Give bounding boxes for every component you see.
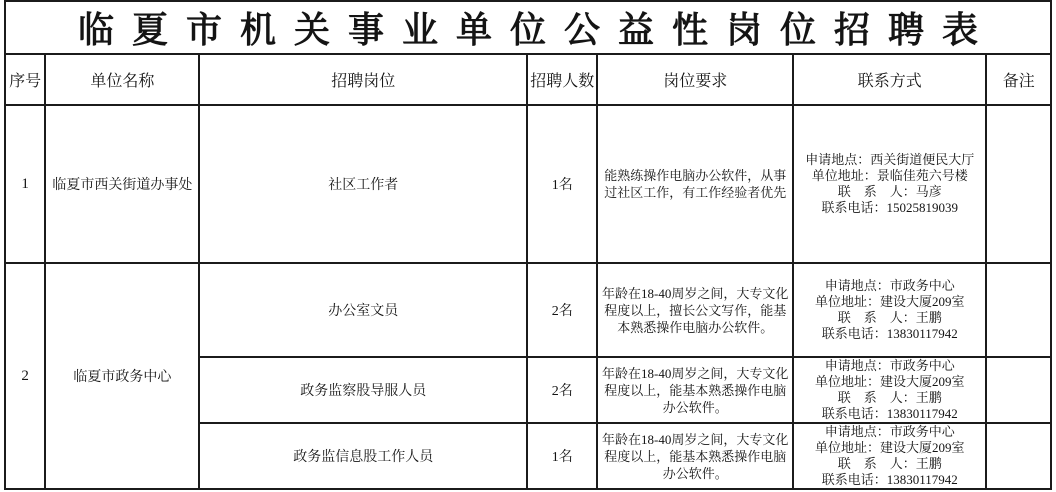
contact-line: 联 系 人：王鹏 — [837, 456, 942, 471]
column-header-note: 备注 — [986, 54, 1051, 105]
cell-serial: 2 — [5, 263, 45, 489]
contact-line: 联 系 人：马彦 — [837, 184, 942, 199]
cell-headcount: 2名 — [527, 357, 598, 423]
column-header-serial: 序号 — [5, 54, 45, 105]
cell-requirements: 能熟练操作电脑办公软件，从事过社区工作，有工作经验者优先 — [597, 105, 792, 263]
column-header-unit: 单位名称 — [45, 54, 199, 105]
contact-line: 单位地址：建设大厦209室 — [814, 440, 965, 455]
cell-requirements: 年龄在18-40周岁之间，大专文化程度以上，能基本熟悉操作电脑办公软件。 — [597, 357, 792, 423]
cell-contact — [793, 263, 986, 357]
contact-line: 联系电话：13830117942 — [821, 472, 958, 487]
table-header-row — [5, 54, 1051, 105]
cell-unit-name: 临夏市西关街道办事处 — [45, 105, 199, 263]
column-header-position: 招聘岗位 — [199, 54, 526, 105]
recruitment-table — [4, 0, 1052, 490]
column-header-headcount: 招聘人数 — [527, 54, 598, 105]
cell-headcount: 1名 — [527, 105, 598, 263]
cell-unit-name: 临夏市政务中心 — [45, 263, 199, 489]
contact-line: 联系电话：13830117942 — [821, 326, 958, 341]
cell-requirements: 年龄在18-40周岁之间，大专文化程度以上，能基本熟悉操作电脑办公软件。 — [597, 423, 792, 489]
cell-contact — [793, 357, 986, 423]
cell-contact — [793, 423, 986, 489]
page-title: 临夏市机关事业单位公益性岗位招聘表 — [5, 1, 1051, 54]
cell-position: 办公室文员 — [199, 263, 526, 357]
column-header-requirements: 岗位要求 — [597, 54, 792, 105]
contact-line: 申请地点：市政务中心 — [824, 424, 955, 439]
table-row — [5, 263, 1051, 357]
contact-line: 联系电话：13830117942 — [821, 406, 958, 421]
contact-line: 单位地址：建设大厦209室 — [814, 294, 965, 309]
contact-line: 联 系 人：王鹏 — [837, 390, 942, 405]
cell-serial: 1 — [5, 105, 45, 263]
contact-line: 单位地址：建设大厦209室 — [814, 374, 965, 389]
cell-note — [986, 423, 1051, 489]
cell-position: 社区工作者 — [199, 105, 526, 263]
contact-line: 申请地点：市政务中心 — [824, 278, 955, 293]
cell-position: 政务监信息股工作人员 — [199, 423, 526, 489]
cell-note — [986, 263, 1051, 357]
cell-headcount: 2名 — [527, 263, 598, 357]
contact-line: 单位地址：景临佳苑六号楼 — [811, 168, 968, 183]
contact-line: 申请地点：西关街道便民大厅 — [805, 152, 975, 167]
cell-contact — [793, 105, 986, 263]
cell-note — [986, 105, 1051, 263]
cell-position: 政务监察股导服人员 — [199, 357, 526, 423]
table-row — [5, 105, 1051, 263]
contact-line: 联 系 人：王鹏 — [837, 310, 942, 325]
table-title-row — [5, 1, 1051, 54]
contact-line: 联系电话：15025819039 — [821, 200, 958, 215]
cell-headcount: 1名 — [527, 423, 598, 489]
column-header-contact: 联系方式 — [793, 54, 986, 105]
cell-requirements: 年龄在18-40周岁之间，大专文化程度以上，擅长公文写作，能基本熟悉操作电脑办公软件。 — [597, 263, 792, 357]
cell-note — [986, 357, 1051, 423]
contact-line: 申请地点：市政务中心 — [824, 358, 955, 373]
